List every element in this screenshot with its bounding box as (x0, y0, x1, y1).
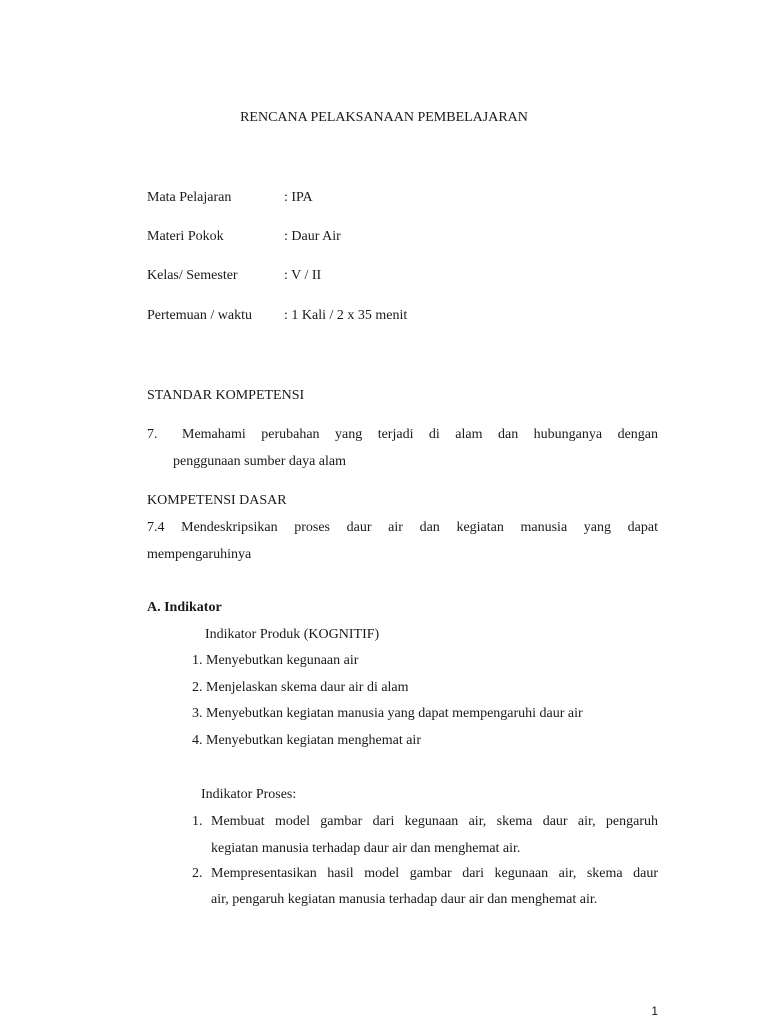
info-value-materi-pokok: : Daur Air (284, 229, 341, 244)
info-label-mata-pelajaran: Mata Pelajaran (147, 190, 232, 205)
page-title: RENCANA PELAKSANAAN PEMBELAJARAN (240, 110, 528, 125)
indikator-heading: A. Indikator (147, 600, 222, 615)
info-value-mata-pelajaran: : IPA (284, 190, 313, 205)
indikator-proses-title: Indikator Proses: (201, 787, 297, 802)
proses-item-1-line-1: Membuat model gambar dari kegunaan air, skema daur air, pengaruh (211, 814, 658, 829)
produk-item-3: 3. Menyebutkan kegiatan manusia yang dapat mempengaruhi daur air (192, 706, 583, 721)
info-label-materi-pokok: Materi Pokok (147, 229, 224, 244)
proses-item-1-number: 1. (192, 814, 203, 829)
indikator-produk-title: Indikator Produk (KOGNITIF) (205, 627, 380, 642)
kompetensi-line-1: 7.4 Mendeskripsikan proses daur air dan kegiatan manusia yang dapat (147, 520, 658, 535)
produk-item-4: 4. Menyebutkan kegiatan menghemat air (192, 733, 421, 748)
standar-line-1: Memahami perubahan yang terjadi di alam dan hubunganya dengan (182, 427, 658, 442)
info-value-pertemuan-waktu: : 1 Kali / 2 x 35 menit (284, 308, 408, 323)
proses-item-1-line-2: kegiatan manusia terhadap daur air dan menghemat air. (211, 841, 521, 856)
standar-line-2: penggunaan sumber daya alam (173, 454, 346, 469)
proses-item-2-line-1: Mempresentasikan hasil model gambar dari kegunaan air, skema daur (211, 866, 658, 881)
kompetensi-dasar-heading: KOMPETENSI DASAR (147, 493, 287, 508)
kompetensi-line-2: mempengaruhinya (147, 547, 252, 562)
page-number: 1 (651, 1004, 658, 1018)
proses-item-2-number: 2. (192, 866, 203, 881)
info-label-pertemuan-waktu: Pertemuan / waktu (147, 308, 252, 323)
info-value-kelas-semester: : V / II (284, 268, 322, 283)
standar-kompetensi-heading: STANDAR KOMPETENSI (147, 388, 305, 403)
produk-item-1: 1. Menyebutkan kegunaan air (192, 653, 359, 668)
proses-item-2-line-2: air, pengaruh kegiatan manusia terhadap daur air dan menghemat air. (211, 892, 598, 907)
standar-number: 7. (147, 427, 158, 442)
info-label-kelas-semester: Kelas/ Semester (147, 268, 238, 283)
produk-item-2: 2. Menjelaskan skema daur air di alam (192, 680, 409, 695)
